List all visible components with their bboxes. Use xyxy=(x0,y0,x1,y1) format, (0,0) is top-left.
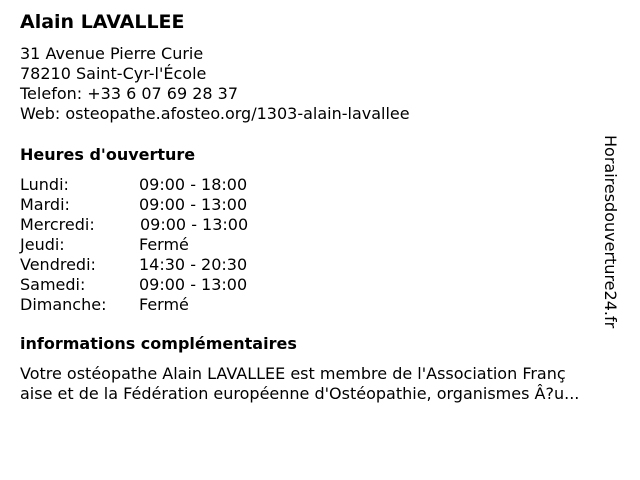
hours-row-tuesday xyxy=(20,195,320,215)
business-name: Alain LAVALLEE xyxy=(20,11,185,33)
info-description xyxy=(20,364,630,404)
phone-number: Telefon: +33 6 07 69 28 37 xyxy=(20,84,239,103)
day-hours: 14:30 - 20:30 xyxy=(139,255,248,274)
day-hours: Fermé xyxy=(139,235,189,254)
day-label: Vendredi: xyxy=(20,255,96,274)
day-hours: Fermé xyxy=(139,295,189,314)
day-hours: 09:00 - 13:00 xyxy=(140,215,249,234)
description-line: Votre ostéopathe Alain LAVALLEE est membre de l'Association Franç xyxy=(20,364,566,383)
day-hours: 09:00 - 13:00 xyxy=(139,195,248,214)
hours-row-friday xyxy=(20,255,320,275)
day-label: Jeudi: xyxy=(20,235,65,254)
day-label: Dimanche: xyxy=(20,295,107,314)
address-block xyxy=(20,44,410,124)
hours-row-wednesday xyxy=(20,215,320,235)
opening-hours-list xyxy=(20,175,320,315)
day-label: Mercredi: xyxy=(20,215,95,234)
hours-row-thursday xyxy=(20,235,320,255)
address-street: 31 Avenue Pierre Curie xyxy=(20,44,204,63)
hours-row-monday xyxy=(20,175,320,195)
hours-row-saturday xyxy=(20,275,320,295)
site-watermark: Horairesdouverture24.fr xyxy=(601,135,620,329)
day-label: Samedi: xyxy=(20,275,86,294)
day-hours: 09:00 - 18:00 xyxy=(139,175,248,194)
website-link[interactable]: Web: osteopathe.afosteo.org/1303-alain-lavallee xyxy=(20,104,410,123)
info-heading: informations complémentaires xyxy=(20,334,297,353)
hours-row-sunday xyxy=(20,295,320,315)
day-label: Lundi: xyxy=(20,175,69,194)
address-city: 78210 Saint-Cyr-l'École xyxy=(20,64,207,83)
day-hours: 09:00 - 13:00 xyxy=(139,275,248,294)
hours-heading: Heures d'ouverture xyxy=(20,145,196,164)
description-line: aise et de la Fédération européenne d'Ostéopathie, organismes Â?u... xyxy=(20,384,580,403)
day-label: Mardi: xyxy=(20,195,70,214)
